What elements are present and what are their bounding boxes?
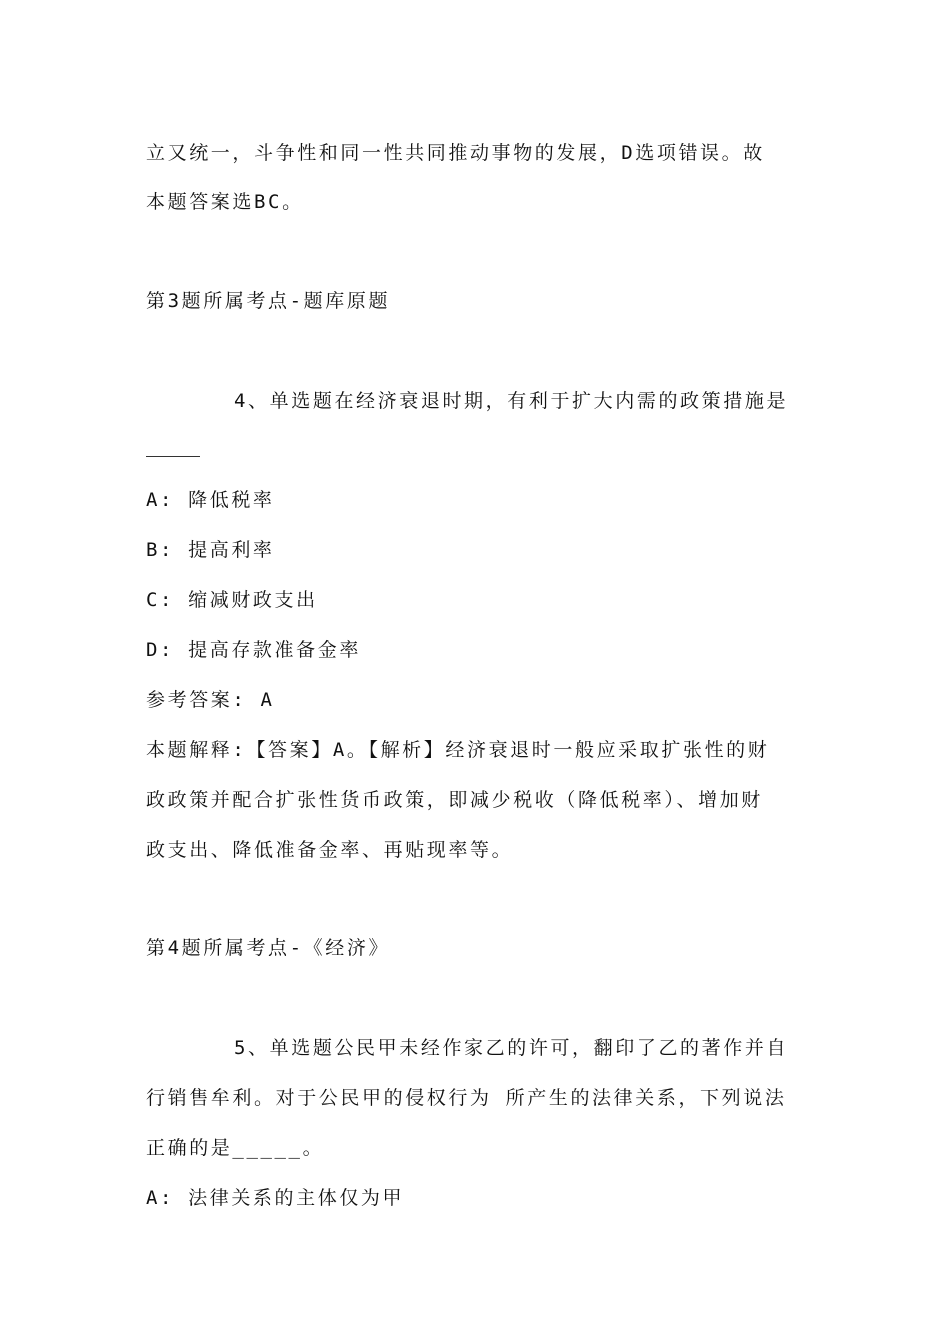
- q4-option-a: A: 降低税率: [146, 489, 275, 511]
- q4-explanation-line-3: 政支出、降低准备金率、再贴现率等。: [146, 839, 514, 861]
- q5-stem-line-1: 5、单选题公民甲未经作家乙的许可，翻印了乙的著作并自: [234, 1037, 789, 1059]
- q4-stem: 4、单选题在经济衰退时期，有利于扩大内需的政策措施是: [234, 390, 789, 412]
- q4-knowledge-point: 第4题所属考点-《经济》: [146, 937, 391, 959]
- q4-reference-answer: 参考答案: A: [146, 689, 275, 711]
- q4-option-b: B: 提高利率: [146, 539, 275, 561]
- q3-explanation-line-1: 立又统一，斗争性和同一性共同推动事物的发展，D选项错误。故: [146, 142, 765, 164]
- q3-explanation-line-2: 本题答案选BC。: [146, 191, 304, 213]
- q4-answer-blank: [146, 456, 200, 457]
- q4-explanation-line-1: 本题解释:【答案】A。【解析】经济衰退时一般应采取扩张性的财: [146, 739, 770, 761]
- q4-explanation-line-2: 政政策并配合扩张性货币政策，即减少税收（降低税率）、增加财: [146, 789, 763, 811]
- q5-stem-line-3: 正确的是_____。: [146, 1137, 325, 1159]
- q5-stem-line-2: 行销售牟利。对于公民甲的侵权行为 所产生的法律关系，下列说法: [146, 1087, 787, 1109]
- q4-option-d: D: 提高存款准备金率: [146, 639, 361, 661]
- q3-knowledge-point: 第3题所属考点-题库原题: [146, 290, 391, 312]
- q4-option-c: C: 缩减财政支出: [146, 589, 318, 611]
- q5-option-a: A: 法律关系的主体仅为甲: [146, 1187, 405, 1209]
